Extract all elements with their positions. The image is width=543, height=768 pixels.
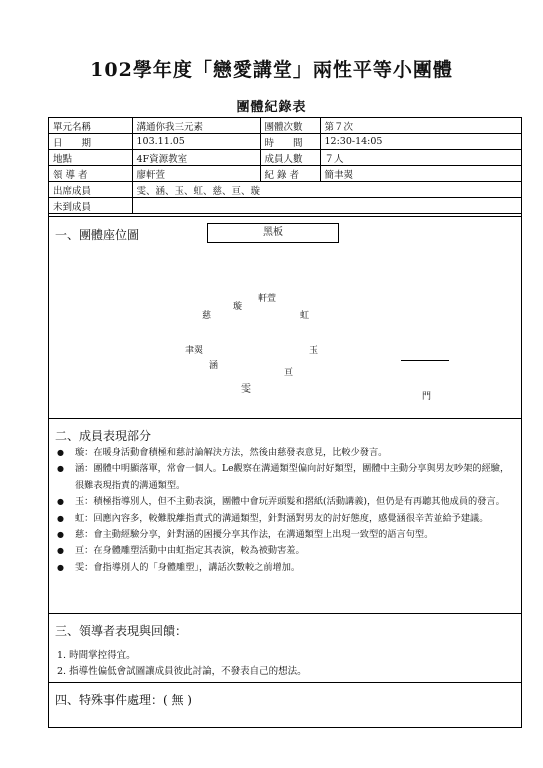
location-label: 地點 — [49, 150, 132, 166]
feedback-item: 1. 時間掌控得宜。 — [57, 650, 136, 661]
member-count-label: 成員人數 — [260, 150, 320, 166]
seat-xuan: 璇 — [233, 302, 243, 312]
feedback-item: 2. 指導性偏低會試圖讓成員彼此討論，不發表自己的想法。 — [57, 666, 307, 677]
blackboard: 黑板 — [207, 223, 339, 243]
performance-heading: 二、成員表現部分 — [55, 429, 152, 443]
list-item — [57, 543, 517, 559]
time-value: 12:30-14:05 — [320, 134, 521, 150]
bullet-icon: ● — [57, 464, 64, 474]
list-item — [57, 445, 517, 461]
table-row — [49, 118, 521, 134]
leader-value: 廖軒萱 — [132, 166, 260, 182]
seat-wen: 雯 — [241, 384, 251, 395]
seat-ci: 慈 — [202, 311, 212, 321]
seat-yuyi: 聿翜 — [185, 346, 204, 356]
table-row — [49, 182, 521, 198]
page-subtitle: 團體紀錄表 — [236, 100, 307, 115]
performance-text: 涵：團體中明顯落單，常會一個人。Le觀察在溝通類型偏向討好類型，團體中主動分享與男友吵架的經驗，很難表現指責的溝通類型。 — [75, 463, 510, 491]
table-row — [49, 134, 521, 150]
list-item — [57, 511, 517, 527]
performance-text: 玉：積極指導別人，但不主動表演，團體中會玩弄頭髮和摺紙(活動講義)，但仍是有再聽其他成員的發言。 — [75, 496, 505, 508]
list-item — [57, 560, 517, 576]
recorder-label: 紀 錄 者 — [260, 166, 320, 182]
page-title: 102學年度「戀愛講堂」兩性平等小團體 — [90, 59, 453, 81]
performance-list — [57, 445, 517, 576]
door-label: 門 — [422, 392, 432, 402]
attendees-label: 出席成員 — [49, 182, 132, 198]
performance-text: 虹：回應內容多，較難脫離指責式的溝通類型，針對涵對男友的討好態度，感覺涵很辛苦並給予建議。 — [75, 512, 489, 524]
seat-xuanxuan: 軒萱 — [258, 294, 277, 304]
bullet-icon: ● — [57, 448, 64, 457]
table-row — [49, 166, 521, 182]
performance-text: 雯：會指導別人的「身體雕塑」，講話次數較之前增加。 — [75, 561, 301, 573]
attendees-value: 雯、涵、玉、虹、慈、亘、璇 — [132, 182, 521, 198]
performance-text: 亘：在身體雕塑活動中由虹指定其表演，較為被動害羞。 — [75, 545, 305, 557]
feedback-section — [49, 613, 521, 679]
date-value: 103.11.05 — [132, 134, 260, 150]
feedback-heading: 三、領導者表現與回饋： — [55, 624, 188, 638]
seat-hong: 虹 — [300, 311, 310, 321]
seat-han: 涵 — [209, 361, 219, 371]
table-row — [49, 198, 521, 214]
special-section — [49, 682, 521, 728]
member-count-value: ７人 — [320, 150, 521, 166]
special-heading: 四、特殊事件處理：( 無 ) — [55, 693, 192, 707]
date-label: 日 期 — [49, 134, 132, 150]
performance-text: 慈：會主動經驗分享，針對涵的困擾分享其作法，在溝通類型上出現一致型的語言句型。 — [75, 529, 434, 541]
seating-heading: 一、團體座位圖 — [55, 228, 140, 242]
bullet-icon: ● — [57, 497, 64, 507]
location-value: 4F資源教室 — [132, 150, 260, 166]
bullet-icon: ● — [57, 513, 64, 523]
seat-gen: 亘 — [284, 368, 294, 378]
list-item — [57, 461, 517, 494]
absentees-label: 未到成員 — [49, 198, 132, 214]
session-count-label: 團體次數 — [260, 118, 320, 134]
seat-yu: 玉 — [309, 346, 319, 356]
table-row — [49, 150, 521, 166]
unit-name-label: 單元名稱 — [49, 118, 132, 134]
time-label: 時 間 — [260, 134, 320, 150]
session-count-value: 第７次 — [320, 118, 521, 134]
leader-label: 領 導 者 — [49, 166, 132, 182]
unit-name-value: 溝通你我三元素 — [132, 118, 260, 134]
bullet-icon: ● — [57, 562, 64, 572]
performance-section — [49, 418, 521, 624]
door-marker — [401, 360, 449, 361]
absentees-value — [132, 198, 521, 214]
bullet-icon: ● — [57, 530, 64, 540]
list-item — [57, 494, 517, 510]
info-table — [49, 118, 521, 214]
list-item — [57, 527, 517, 543]
record-form — [48, 117, 522, 728]
recorder-value: 簡聿翜 — [320, 166, 521, 182]
bullet-icon: ● — [57, 546, 64, 556]
performance-text: 璇：在暖身活動會積極和慈討論解決方法，然後由慈發表意見，比較少發言。 — [75, 447, 388, 458]
